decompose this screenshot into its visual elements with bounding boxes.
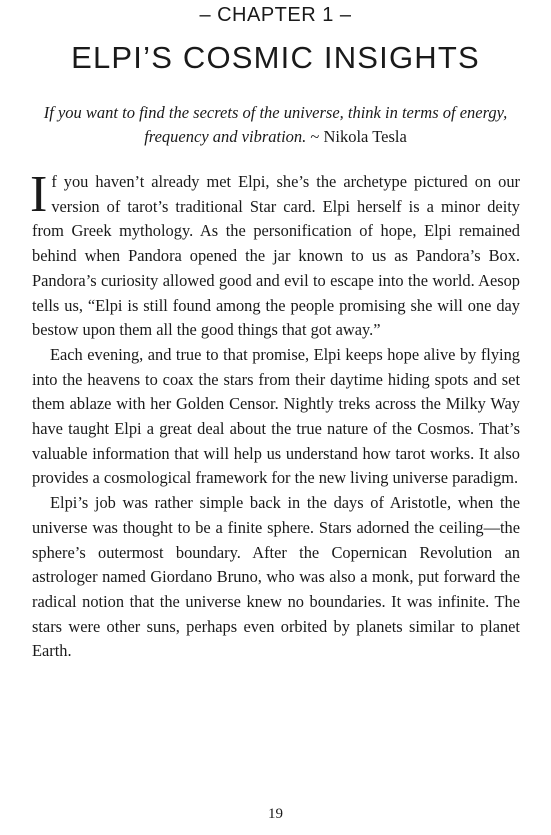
paragraph-1 (30, 166, 520, 343)
paragraph-3: Elpi’s job was rather simple back in the days of Aristotle, when the universe was thought to be a finite sphere. Stars adorned the ceiling—the sphere’s outermost boundary. After the Copernican Revolution an astrologer named Giordano Bruno, who was also a monk, put forward the radical notion that the universe knew no boundaries. It was infinite. The stars were other suns, perhaps even orbited by planets similar to planet Earth. (32, 493, 520, 661)
paragraph-1-text: f you haven’t already met Elpi, she’s the archetype pictured on our version of tarot’s traditional Star card. Elpi herself is a minor deity from Greek mythology. As the personification of hope, Elpi remained behind when Pandora opened the jar known to us as Pandora’s Box. Pandora’s curiosity allowed good and evil to escape into the world. Aesop tells us, “Elpi is still found among the people promising she will one day bestow upon them all the good things that got away.” (32, 172, 520, 340)
chapter-label: – CHAPTER 1 – (199, 4, 352, 26)
epigraph (40, 101, 511, 149)
chapter-title: ELPI’S COSMIC INSIGHTS (71, 40, 480, 75)
body-text (30, 166, 520, 664)
drop-cap: I (30, 166, 48, 223)
epigraph-attribution: ~ Nikola Tesla (306, 127, 407, 146)
page-number: 19 (268, 806, 283, 822)
epigraph-quote: If you want to find the secrets of the universe, think in terms of energy, frequency and vibration. (43, 103, 508, 146)
paragraph-2: Each evening, and true to that promise, Elpi keeps hope alive by flying into the heavens to coax the stars from their daytime hiding spots and set them ablaze with her Golden Censor. Nightly treks across the Milky Way have taught Elpi a great deal about the true nature of the Cosmos. That’s valuable information that will help us understand how tarot works. It also provides a cosmological framework for the new living universe paradigm. (32, 344, 520, 488)
